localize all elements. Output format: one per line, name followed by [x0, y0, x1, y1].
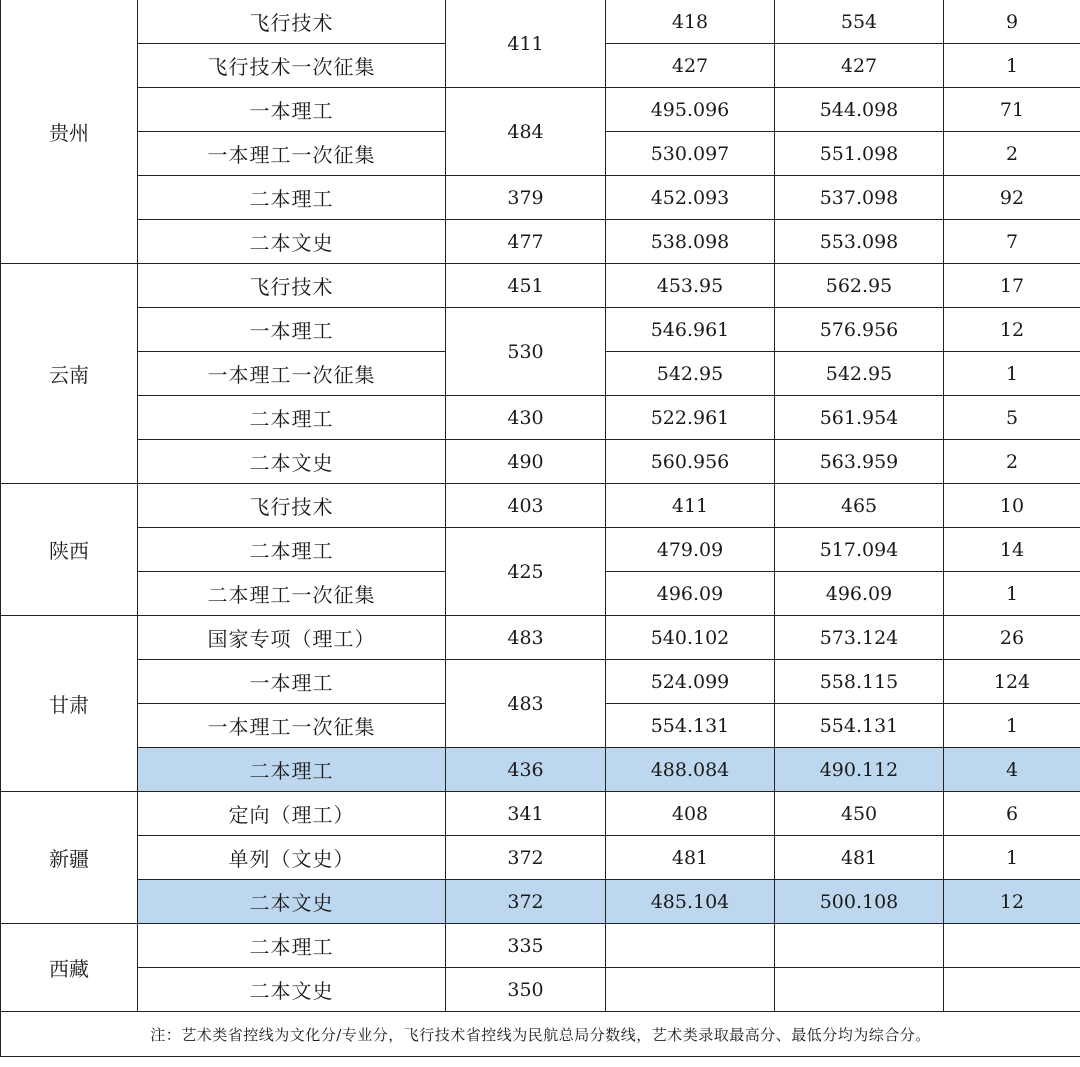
province-cell: 云南 — [1, 264, 138, 484]
count-cell: 17 — [944, 264, 1080, 308]
count-cell: 1 — [944, 352, 1080, 396]
count-cell: 124 — [944, 660, 1080, 704]
score-cell: 427 — [606, 44, 775, 88]
score-cell: 537.098 — [775, 176, 944, 220]
count-cell: 92 — [944, 176, 1080, 220]
province-cell: 陕西 — [1, 484, 138, 616]
table-row — [1, 792, 1080, 836]
score-cell: 544.098 — [775, 88, 944, 132]
score-cell: 576.956 — [775, 308, 944, 352]
score-cell: 495.096 — [606, 88, 775, 132]
table-row — [1, 440, 1080, 484]
score-cell: 546.961 — [606, 308, 775, 352]
table-footnote: 注：艺术类省控线为文化分/专业分，飞行技术省控线为民航总局分数线，艺术类录取最高分、最低分均为综合分。 — [1, 1012, 1080, 1057]
count-cell: 14 — [944, 528, 1080, 572]
count-cell: 71 — [944, 88, 1080, 132]
table-row — [1, 836, 1080, 880]
highlighted-row — [1, 748, 1080, 792]
score-cell: 427 — [775, 44, 944, 88]
control-line-cell: 436 — [446, 748, 606, 792]
province-cell: 甘肃 — [1, 616, 138, 792]
count-cell: 6 — [944, 792, 1080, 836]
province-cell: 西藏 — [1, 924, 138, 1012]
category-cell: 飞行技术 — [138, 0, 446, 44]
count-cell: 4 — [944, 748, 1080, 792]
score-cell: 538.098 — [606, 220, 775, 264]
category-cell: 二本理工 — [138, 748, 446, 792]
category-cell: 二本理工 — [138, 528, 446, 572]
count-cell: 2 — [944, 440, 1080, 484]
category-cell: 二本理工 — [138, 176, 446, 220]
score-cell: 411 — [606, 484, 775, 528]
category-cell: 飞行技术一次征集 — [138, 44, 446, 88]
score-cell: 553.098 — [775, 220, 944, 264]
count-cell: 26 — [944, 616, 1080, 660]
score-cell — [606, 968, 775, 1012]
table-row — [1, 528, 1080, 572]
count-cell: 10 — [944, 484, 1080, 528]
table-row — [1, 396, 1080, 440]
table-row — [1, 924, 1080, 968]
category-cell: 一本理工 — [138, 660, 446, 704]
category-cell: 一本理工 — [138, 88, 446, 132]
category-cell: 一本理工一次征集 — [138, 704, 446, 748]
count-cell: 1 — [944, 572, 1080, 616]
table-row — [1, 660, 1080, 704]
control-line-cell: 451 — [446, 264, 606, 308]
score-cell: 481 — [775, 836, 944, 880]
score-cell: 450 — [775, 792, 944, 836]
score-cell: 554 — [775, 0, 944, 44]
control-line-cell: 335 — [446, 924, 606, 968]
score-cell: 452.093 — [606, 176, 775, 220]
control-line-cell: 379 — [446, 176, 606, 220]
control-line-cell: 477 — [446, 220, 606, 264]
count-cell: 1 — [944, 44, 1080, 88]
count-cell — [944, 924, 1080, 968]
category-cell: 飞行技术 — [138, 484, 446, 528]
score-cell: 573.124 — [775, 616, 944, 660]
category-cell: 国家专项（理工） — [138, 616, 446, 660]
score-cell: 561.954 — [775, 396, 944, 440]
count-cell: 2 — [944, 132, 1080, 176]
category-cell: 飞行技术 — [138, 264, 446, 308]
table-row — [1, 968, 1080, 1012]
score-cell: 558.115 — [775, 660, 944, 704]
control-line-cell: 484 — [446, 88, 606, 176]
table-row — [1, 176, 1080, 220]
control-line-cell: 490 — [446, 440, 606, 484]
category-cell: 二本理工一次征集 — [138, 572, 446, 616]
category-cell: 二本理工 — [138, 396, 446, 440]
count-cell — [944, 968, 1080, 1012]
table-row — [1, 484, 1080, 528]
score-cell: 479.09 — [606, 528, 775, 572]
count-cell: 5 — [944, 396, 1080, 440]
score-cell: 517.094 — [775, 528, 944, 572]
table-row — [1, 264, 1080, 308]
score-cell: 481 — [606, 836, 775, 880]
control-line-cell: 403 — [446, 484, 606, 528]
control-line-cell: 350 — [446, 968, 606, 1012]
control-line-cell: 372 — [446, 836, 606, 880]
count-cell: 7 — [944, 220, 1080, 264]
score-cell: 554.131 — [775, 704, 944, 748]
score-cell: 530.097 — [606, 132, 775, 176]
score-cell: 562.95 — [775, 264, 944, 308]
control-line-cell: 372 — [446, 880, 606, 924]
category-cell: 二本文史 — [138, 440, 446, 484]
control-line-cell: 411 — [446, 0, 606, 88]
score-cell: 490.112 — [775, 748, 944, 792]
table-row — [1, 308, 1080, 352]
province-cell: 贵州 — [1, 0, 138, 264]
score-cell: 524.099 — [606, 660, 775, 704]
category-cell: 二本文史 — [138, 880, 446, 924]
control-line-cell: 530 — [446, 308, 606, 396]
table-row — [1, 616, 1080, 660]
score-cell — [606, 924, 775, 968]
count-cell: 1 — [944, 836, 1080, 880]
category-cell: 二本文史 — [138, 220, 446, 264]
highlighted-row — [1, 880, 1080, 924]
table-row — [1, 0, 1080, 44]
score-cell — [775, 924, 944, 968]
control-line-cell: 430 — [446, 396, 606, 440]
control-line-cell: 341 — [446, 792, 606, 836]
control-line-cell: 483 — [446, 660, 606, 748]
score-cell: 496.09 — [606, 572, 775, 616]
table-row — [1, 88, 1080, 132]
score-cell: 408 — [606, 792, 775, 836]
score-cell: 488.084 — [606, 748, 775, 792]
score-cell: 465 — [775, 484, 944, 528]
note-row — [1, 1012, 1080, 1057]
category-cell: 定向（理工） — [138, 792, 446, 836]
score-cell: 453.95 — [606, 264, 775, 308]
count-cell: 12 — [944, 880, 1080, 924]
count-cell: 9 — [944, 0, 1080, 44]
score-cell: 418 — [606, 0, 775, 44]
score-cell: 551.098 — [775, 132, 944, 176]
score-cell: 560.956 — [606, 440, 775, 484]
category-cell: 一本理工一次征集 — [138, 352, 446, 396]
score-cell — [775, 968, 944, 1012]
score-cell: 522.961 — [606, 396, 775, 440]
control-line-cell: 425 — [446, 528, 606, 616]
category-cell: 二本理工 — [138, 924, 446, 968]
score-cell: 496.09 — [775, 572, 944, 616]
score-cell: 554.131 — [606, 704, 775, 748]
category-cell: 一本理工一次征集 — [138, 132, 446, 176]
category-cell: 一本理工 — [138, 308, 446, 352]
score-cell: 542.95 — [775, 352, 944, 396]
score-cell: 485.104 — [606, 880, 775, 924]
count-cell: 12 — [944, 308, 1080, 352]
control-line-cell: 483 — [446, 616, 606, 660]
category-cell: 单列（文史） — [138, 836, 446, 880]
category-cell: 二本文史 — [138, 968, 446, 1012]
score-cell: 563.959 — [775, 440, 944, 484]
score-cell: 540.102 — [606, 616, 775, 660]
score-cell: 542.95 — [606, 352, 775, 396]
score-cell: 500.108 — [775, 880, 944, 924]
province-cell: 新疆 — [1, 792, 138, 924]
table-row — [1, 220, 1080, 264]
count-cell: 1 — [944, 704, 1080, 748]
